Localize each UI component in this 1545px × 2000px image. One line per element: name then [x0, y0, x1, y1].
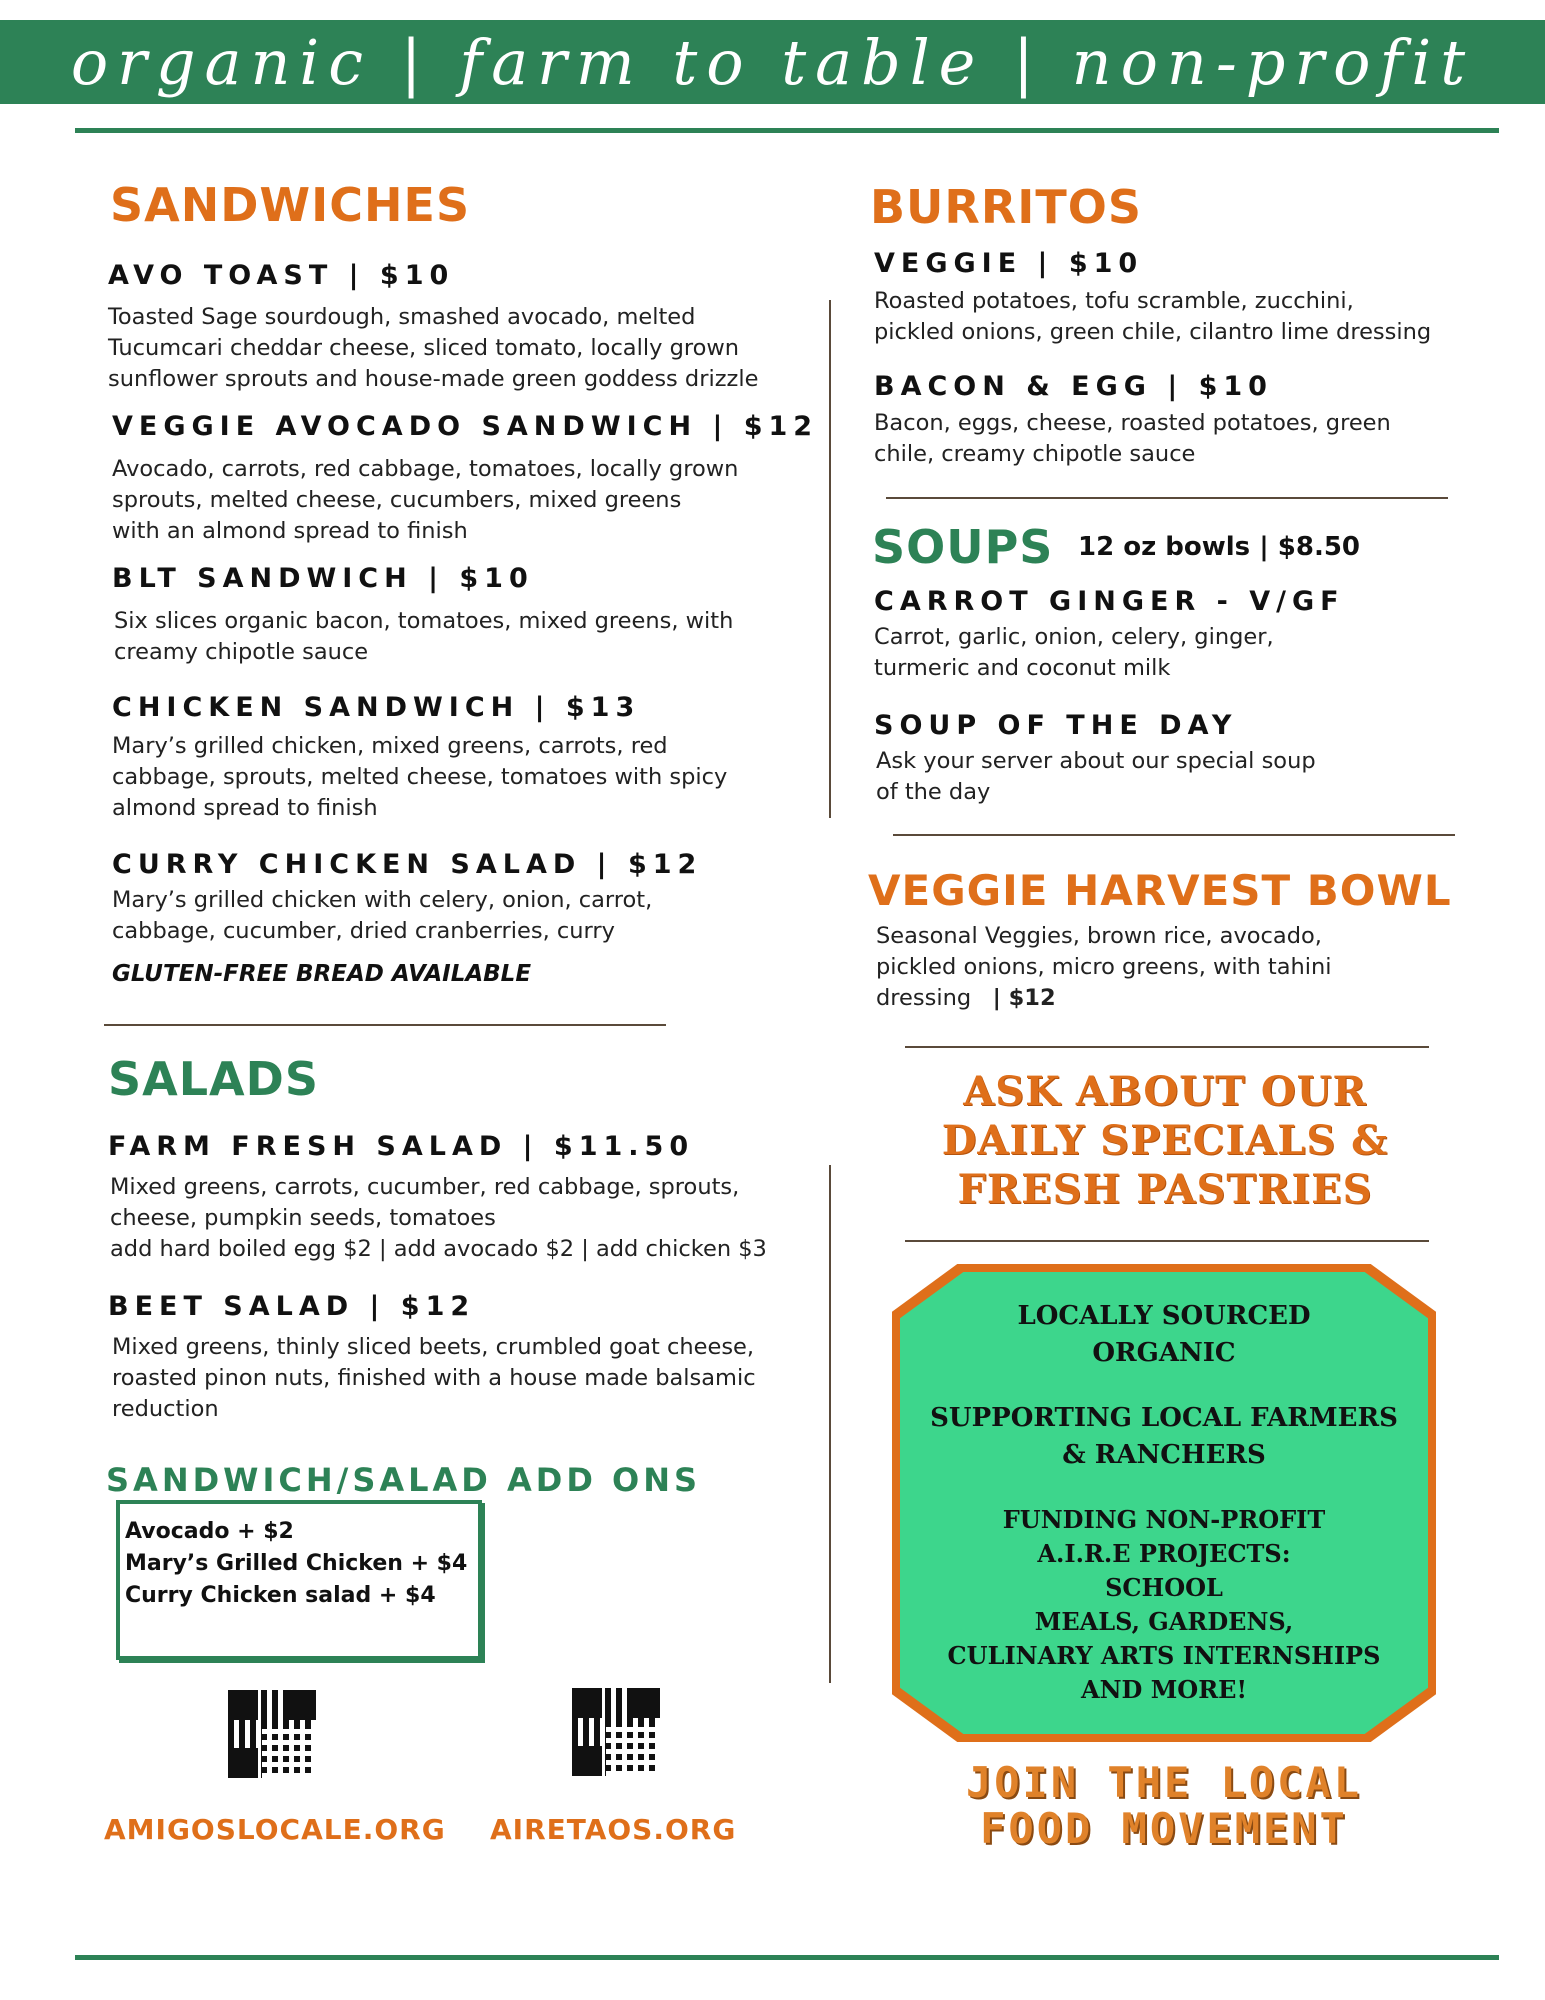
menu-item-title: BACON & EGG | $10	[874, 371, 1273, 402]
section-divider	[905, 1240, 1429, 1242]
menu-item-description: Avocado, carrots, red cabbage, tomatoes, locally grown sprouts, melted cheese, cucumbers, mixed greens with an almond spread to finish	[112, 456, 739, 544]
sandwiches-heading: SANDWICHES	[110, 178, 471, 232]
column-divider	[829, 1165, 831, 1683]
menu-item-title: AVO TOAST | $10	[108, 260, 455, 291]
menu-item-title: CHICKEN SANDWICH | $13	[112, 692, 641, 723]
menu-item-description: Mary’s grilled chicken with celery, onion, carrot, cabbage, cucumber, dried cranberries, curry	[112, 887, 653, 944]
top-banner	[0, 20, 1545, 104]
menu-item-description: Mixed greens, carrots, cucumber, red cabbage, sprouts, cheese, pumpkin seeds, tomatoes add hard boiled egg $2 | add avocado $2 | add chicken $3	[110, 1174, 767, 1262]
menu-item-title: CARROT GINGER - V/GF	[874, 586, 1345, 617]
menu-item-description: Seasonal Veggies, brown rice, avocado, pickled onions, micro greens, with tahini dressing | $12	[876, 923, 1332, 1011]
menu-item-description: Ask your server about our special soup of the day	[876, 748, 1316, 805]
harvest-bowl-heading: VEGGIE HARVEST BOWL	[868, 866, 1452, 915]
menu-item-description: Mary’s grilled chicken, mixed greens, carrots, red cabbage, sprouts, melted cheese, tomatoes with spicy almond spread to finish	[112, 733, 728, 821]
menu-item-title: CURRY CHICKEN SALAD | $12	[112, 849, 703, 880]
harvest-bowl-price: | $12	[992, 985, 1056, 1011]
soups-heading: SOUPS	[872, 520, 1054, 574]
burritos-heading: BURRITOS	[870, 180, 1142, 234]
menu-item-description: Carrot, garlic, onion, celery, ginger, turmeric and coconut milk	[874, 624, 1274, 681]
section-divider	[893, 834, 1455, 836]
menu-item-description: Bacon, eggs, cheese, roasted potatoes, green chile, creamy chipotle sauce	[874, 410, 1391, 467]
menu-item-title: SOUP OF THE DAY	[874, 710, 1238, 741]
menu-item-description: Toasted Sage sourdough, smashed avocado, melted Tucumcari cheddar cheese, sliced tomato, locally grown sunflower sprouts and house-made green goddess drizzle	[108, 304, 759, 392]
top-divider	[75, 128, 1499, 133]
join-movement-slogan: JOIN THE LOCAL FOOD MOVEMENT	[965, 1758, 1362, 1853]
soups-price: 12 oz bowls | $8.50	[1078, 532, 1361, 562]
daily-specials-callout: ASK ABOUT OUR DAILY SPECIALS & FRESH PASTRIES	[941, 1068, 1389, 1213]
menu-item-description: Roasted potatoes, tofu scramble, zucchini, pickled onions, green chile, cilantro lime dressing	[874, 288, 1432, 345]
menu-item-title: FARM FRESH SALAD | $11.50	[108, 1131, 695, 1162]
mission-nonprofit: FUNDING NON-PROFIT A.I.R.E PROJECTS: SCHOOL MEALS, GARDENS, CULINARY ARTS INTERNSHIPS AND MORE!	[947, 1505, 1381, 1704]
menu-item-title: BLT SANDWICH | $10	[112, 563, 534, 594]
section-divider	[905, 1046, 1429, 1048]
mission-farmers: SUPPORTING LOCAL FARMERS & RANCHERS	[930, 1403, 1398, 1470]
menu-item-description: Six slices organic bacon, tomatoes, mixed greens, with creamy chipotle sauce	[114, 608, 734, 665]
salads-heading: SALADS	[108, 1052, 319, 1106]
qr-code-aire[interactable]	[572, 1688, 660, 1776]
section-divider	[886, 497, 1448, 499]
addons-list	[125, 1516, 467, 1612]
addon-item: Curry Chicken salad + $4	[125, 1583, 436, 1608]
addon-item: Avocado + $2	[125, 1519, 294, 1544]
menu-item-title: VEGGIE AVOCADO SANDWICH | $12	[112, 411, 819, 442]
link-airetaos[interactable]: AIRETAOS.ORG	[490, 1813, 737, 1846]
menu-item-description: Mixed greens, thinly sliced beets, crumbled goat cheese, roasted pinon nuts, finished with a house made balsamic reduction	[112, 1334, 756, 1422]
section-divider	[104, 1024, 666, 1026]
qr-code-amigos[interactable]	[228, 1690, 316, 1778]
addons-heading: SANDWICH/SALAD ADD ONS	[106, 1461, 702, 1499]
addon-item: Mary’s Grilled Chicken + $4	[125, 1551, 468, 1576]
bottom-divider	[75, 1955, 1499, 1960]
menu-item-title: BEET SALAD | $12	[108, 1291, 476, 1322]
banner-tagline: organic | farm to table | non-profit	[70, 25, 1475, 99]
menu-item-title: VEGGIE | $10	[874, 248, 1144, 279]
column-divider	[829, 300, 831, 818]
link-amigoslocale[interactable]: AMIGOSLOCALE.ORG	[104, 1813, 446, 1846]
gluten-free-note: GLUTEN-FREE BREAD AVAILABLE	[112, 961, 532, 987]
mission-sourcing: LOCALLY SOURCED ORGANIC	[1017, 1301, 1311, 1368]
